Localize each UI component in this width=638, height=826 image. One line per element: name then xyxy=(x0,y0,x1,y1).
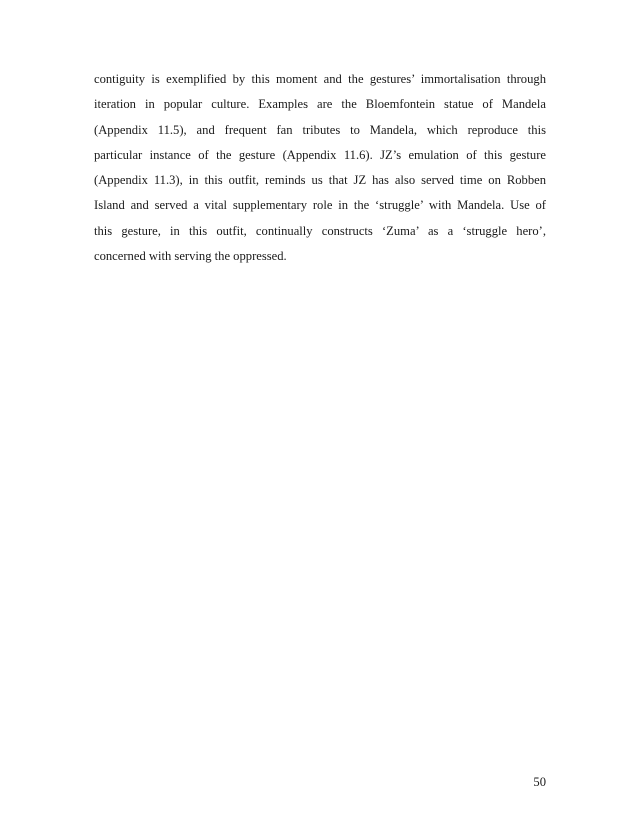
paragraph-line-1: contiguity is exemplified by this moment and the gestures’ immortalisation through xyxy=(94,72,546,86)
paragraph-line-4: particular instance of the gesture (Appendix 11.6). JZ’s emulation of this gesture xyxy=(94,147,546,162)
paragraph-line-8: concerned with serving the oppressed. xyxy=(94,249,287,264)
paragraph-line-3: (Appendix 11.5), and frequent fan tributes to Mandela, which reproduce this xyxy=(94,122,546,137)
paragraph-line-7: this gesture, in this outfit, continually constructs ‘Zuma’ as a ‘struggle hero’, xyxy=(94,223,546,238)
paragraph-line-5: (Appendix 11.3), in this outfit, reminds us that JZ has also served time on Robben xyxy=(94,173,546,188)
page-number: 50 xyxy=(533,775,546,789)
paragraph-line-2: iteration in popular culture. Examples are the Bloemfontein statue of Mandela xyxy=(94,97,546,112)
paragraph-line-6: Island and served a vital supplementary role in the ‘struggle’ with Mandela. Use of xyxy=(94,198,546,213)
body-paragraph xyxy=(94,67,546,269)
